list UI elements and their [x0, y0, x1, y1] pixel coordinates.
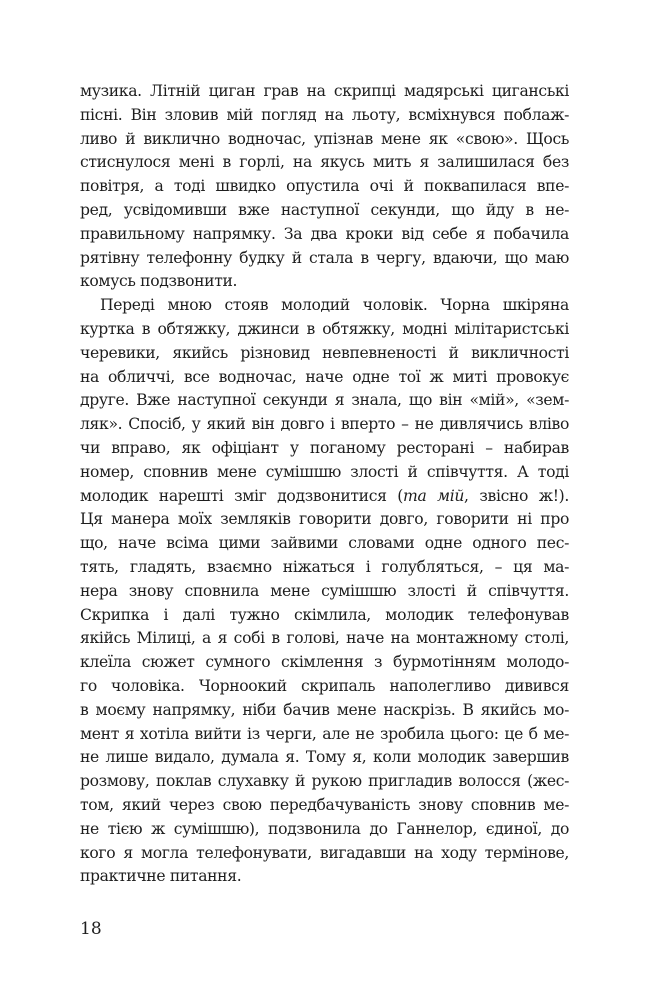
text-line: повітря, а тоді швидко опустила очі й поквапилася впе-	[80, 177, 569, 196]
page-number: 18	[80, 919, 102, 939]
text-line: куртка в обтяжку, джинси в обтяжку, модні мілітаристські	[80, 319, 569, 338]
text-segment: молодик нарешті зміг додзвонитися (	[80, 486, 404, 505]
paragraph-first-line: Переді мною стояв молодий чоловік. Чорна шкіряна	[100, 296, 569, 315]
text-segment: , звісно ж!).	[464, 486, 569, 505]
text-line: не тією ж сумішшю), подзвонила до Ганнелор, єдиної, до	[80, 819, 569, 838]
text-line: не лише видало, думала я. Тому я, коли молодик завершив	[80, 748, 569, 767]
text-line: номер, сповнив мене сумішшю злості й співчуття. А тоді	[80, 462, 569, 481]
text-line: пісні. Він зловив мій погляд на льоту, всміхнувся поблаж-	[80, 105, 569, 124]
text-line: музика. Літній циган грав на скрипці мадярські циганські	[80, 82, 569, 100]
text-line: друге. Вже наступної секунди я знала, що він «мій», «зем-	[80, 391, 569, 410]
text-line: правильному напрямку. За два кроки від себе я побачила	[80, 224, 569, 243]
text-line: кого я могла телефонувати, вигадавши на ходу термінове,	[80, 843, 569, 862]
text-line: на обличчі, все водночас, наче одне тої ж миті провокує	[80, 367, 569, 386]
text-line	[80, 485, 569, 509]
text-line: чи вправо, як офіціант у поганому ресторані – набирав	[80, 438, 569, 457]
text-line: ляк». Спосіб, у який він довго і вперто – не дивлячись вліво	[80, 415, 569, 434]
text-line: комусь подзвонити.	[80, 272, 238, 291]
text-line: ред, усвідомивши вже наступної секунди, що йду в не-	[80, 200, 569, 219]
text-line: Скрипка і далі тужно скімлила, молодик телефонував	[80, 605, 569, 624]
text-line: нера знову сповнила мене сумішшю злості й співчуття.	[80, 581, 569, 600]
text-line: клеїла сюжет сумного скімлення з бурмотінням молодо-	[80, 653, 569, 672]
text-line: мент я хотіла вийти із черги, але не зробила цього: це б ме-	[80, 724, 569, 743]
italic-text: та мій	[403, 486, 465, 505]
text-line: Ця манера моїх земляків говорити довго, говорити ні про	[80, 510, 569, 529]
text-line: якійсь Мілиці, а я собі в голові, наче на монтажному столі,	[80, 629, 569, 648]
text-line: стиснулося мені в горлі, на якусь мить я залишилася без	[80, 153, 569, 172]
text-line: що, наче всіма цими зайвими словами одне одного пес-	[80, 534, 569, 553]
text-line: рятівну телефонну будку й стала в чергу, вдаючи, що маю	[80, 248, 569, 267]
text-line: ливо й виклично водночас, упізнав мене як «свою». Щось	[80, 129, 569, 148]
text-line: в моєму напрямку, ніби бачив мене наскрізь. В якийсь мо-	[80, 700, 569, 719]
text-line: го чоловіка. Чорноокий скрипаль наполегливо дивився	[80, 676, 569, 695]
text-line: тять, гладять, взаємно ніжаться і голубляться, – ця ма-	[80, 557, 569, 576]
text-line: том, який через свою передбачуваність знову сповнив ме-	[80, 795, 569, 814]
body-text	[80, 80, 569, 889]
text-line: практичне питання.	[80, 867, 242, 886]
text-line: розмову, поклав слухавку й рукою пригладив волосся (жес-	[80, 772, 569, 791]
text-line: черевики, якийсь різновид невпевненості й викличності	[80, 343, 569, 362]
